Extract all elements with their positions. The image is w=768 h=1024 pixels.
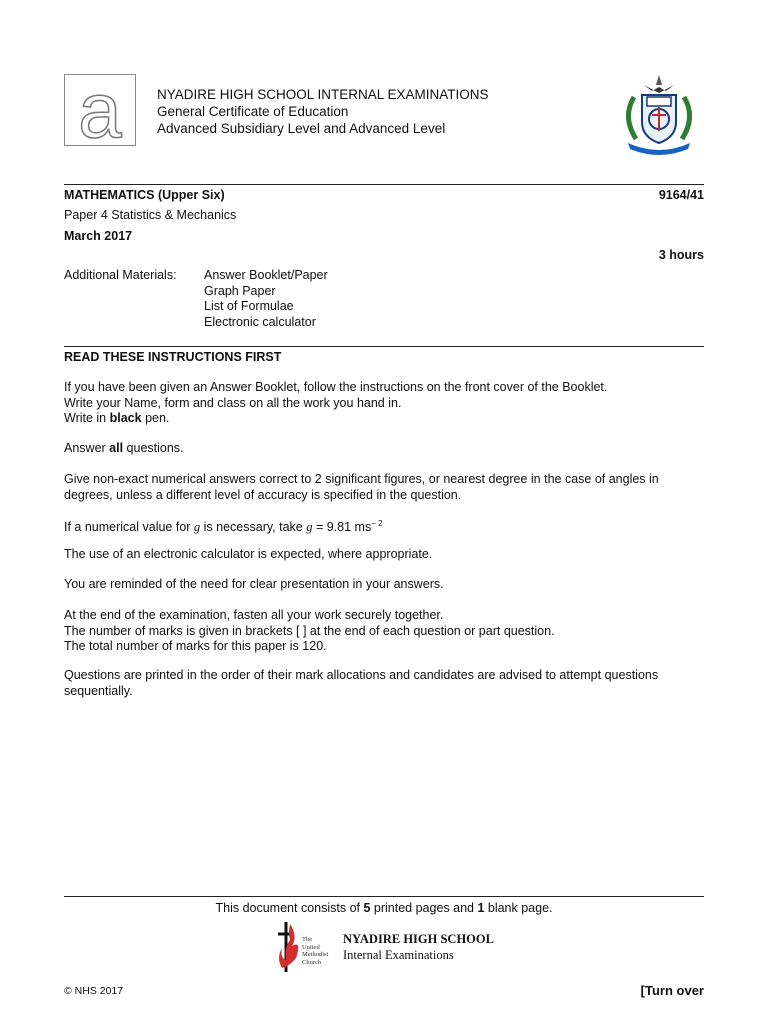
instruction-line: Write your Name, form and class on all the work you hand in. <box>64 395 402 410</box>
exponent: − 2 <box>371 519 383 528</box>
paper-code: 9164/41 <box>658 188 704 202</box>
umc-text-line: Church <box>302 958 322 966</box>
instruction-line: The number of marks is given in brackets [ ] at the end of each question or part question. <box>64 623 555 638</box>
instruction-line: The total number of marks for this paper is 120. <box>64 639 327 653</box>
text: If a numerical value for <box>64 520 194 535</box>
instructions-heading: READ THESE INSTRUCTIONS FIRST <box>64 350 282 364</box>
paper-name: Paper 4 Statistics & Mechanics <box>64 208 237 222</box>
text: Write in <box>64 411 110 425</box>
answer-all-instruction <box>64 441 694 457</box>
instruction-line <box>64 411 694 427</box>
gravity-instruction <box>64 516 694 536</box>
exam-date: March 2017 <box>64 229 133 243</box>
material-item: Answer Booklet/Paper <box>204 268 328 282</box>
text: Answer <box>64 441 110 455</box>
level-title: Advanced Subsidiary Level and Advanced Level <box>157 121 446 136</box>
blank-pages-count: 1 <box>477 901 485 915</box>
page-count-note <box>0 901 768 915</box>
umc-logo <box>272 918 329 974</box>
text: = 9.81 ms <box>312 520 372 535</box>
footer-school-block <box>343 931 494 963</box>
marks-instructions <box>64 608 694 655</box>
umc-text-line: Methodist <box>302 951 329 958</box>
material-item: Graph Paper <box>204 283 276 298</box>
footer-rule <box>64 896 704 897</box>
calculator-instruction: The use of an electronic calculator is expected, where appropriate. <box>64 547 433 561</box>
accuracy-instruction: Give non-exact numerical answers correct to 2 significant figures, or nearest degree in the case of angles in degrees, unless a different level of accuracy is specified in the question. <box>64 472 659 502</box>
materials-label: Additional Materials: <box>64 268 177 282</box>
text: This document consists of <box>215 901 364 915</box>
material-item: List of Formulae <box>204 299 294 313</box>
presentation-instruction: You are reminded of the need for clear presentation in your answers. <box>64 577 444 591</box>
emphasis-text: black <box>109 411 142 425</box>
umc-text-line: United <box>302 943 320 951</box>
crest-icon <box>614 67 704 157</box>
umc-text-line: The <box>302 936 313 943</box>
footer-exams-label: Internal Examinations <box>343 948 454 962</box>
text: printed pages and <box>370 901 478 915</box>
g-symbol: g <box>193 520 201 535</box>
order-instruction: Questions are printed in the order of their mark allocations and candidates are advised to attempt questions sequentially. <box>64 668 659 698</box>
school-crest <box>614 67 704 157</box>
g-symbol: g <box>306 520 313 535</box>
materials-list <box>204 268 328 330</box>
school-title: NYADIRE HIGH SCHOOL INTERNAL EXAMINATIONS <box>157 87 489 102</box>
exam-board-logo <box>64 66 136 154</box>
logo-letter: a <box>78 66 122 154</box>
instruction-line: At the end of the examination, fasten all your work securely together. <box>64 608 444 622</box>
certificate-title: General Certificate of Education <box>157 104 349 119</box>
exam-duration: 3 hours <box>658 248 704 262</box>
top-rule <box>64 184 704 185</box>
umc-text <box>302 936 328 966</box>
material-item: Electronic calculator <box>204 314 316 329</box>
text: is necessary, take <box>200 520 307 535</box>
header-titles <box>157 86 489 137</box>
text: pen. <box>141 411 170 425</box>
answer-booklet-instructions <box>64 380 694 427</box>
instruction-line: If you have been given an Answer Booklet, follow the instructions on the front cover of the Booklet. <box>64 380 608 394</box>
emphasis-text: all <box>109 441 124 455</box>
middle-rule <box>64 346 704 347</box>
footer-school-name: NYADIRE HIGH SCHOOL <box>343 932 494 946</box>
printed-pages-count: 5 <box>363 901 371 915</box>
text: blank page. <box>484 901 553 915</box>
subject-title: MATHEMATICS (Upper Six) <box>64 188 225 202</box>
turn-over: [Turn over <box>640 983 704 998</box>
copyright: © NHS 2017 <box>64 985 124 997</box>
text: questions. <box>123 441 184 455</box>
